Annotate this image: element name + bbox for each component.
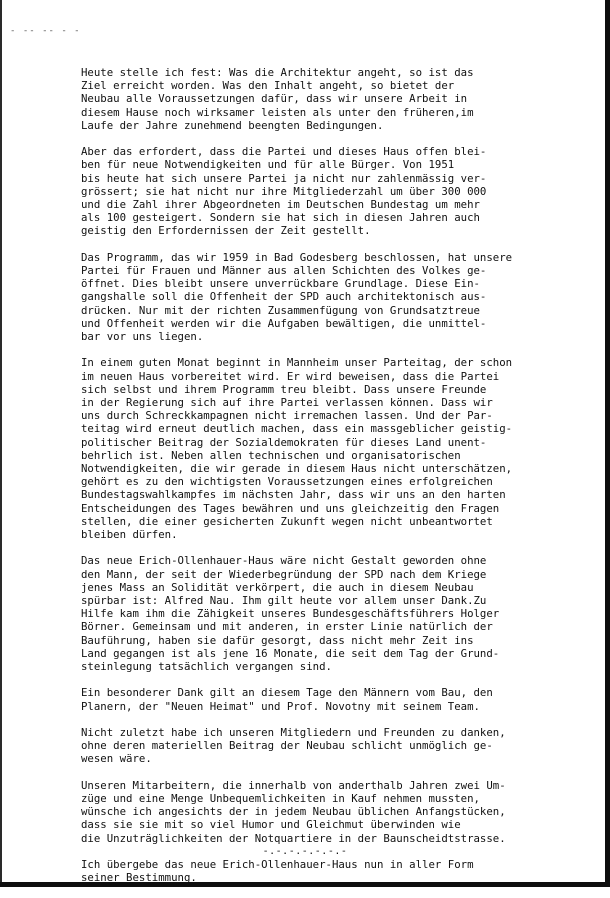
paragraph (81, 145, 581, 237)
text-line: jenes Mass an Solidität verkörpert, die auch in diesem Neubau (81, 580, 474, 594)
text-line: Ich übergebe das neue Erich-Ollenhauer-Haus nun in aller Form (81, 858, 474, 872)
text-line: Aber das erfordert, dass die Partei und dieses Haus offen blei- (81, 145, 487, 159)
text-line: Hilfe kam ihm die Zähigkeit unseres Bundesgeschäftsführers Holger (81, 607, 500, 621)
text-line: Planern, der "Neuen Heimat" und Prof. Novotny mit seinem Team. (81, 699, 480, 713)
text-line: Das Programm, das wir 1959 in Bad Godesberg beschlossen, hat unsere (81, 250, 513, 264)
paragraph (81, 251, 581, 343)
text-line: spürbar ist: Alfred Nau. Ihm gilt heute vor allem unser Dank.Zu (81, 594, 487, 608)
text-line: teitag wird erneut deutlich machen, dass ein massgeblicher geistig- (81, 422, 513, 436)
text-line: Land gegangen ist als jene 16 Monate, die seit dem Tag der Grund- (81, 646, 500, 660)
paragraph (81, 554, 581, 673)
text-line: Neubau alle Voraussetzungen dafür, dass wir unsere Arbeit in (81, 92, 468, 106)
text-line: züge und eine Menge Unbequemlichkeiten in Kauf nehmen mussten, (81, 792, 480, 806)
text-line: Börner. Gemeinsam und mit anderen, in erster Linie natürlich der (81, 620, 493, 634)
text-line: Das neue Erich-Ollenhauer-Haus wäre nicht Gestalt geworden ohne (81, 554, 487, 568)
paragraph (81, 66, 581, 132)
text-line: den Mann, der seit der Wiederbegründung der SPD nach dem Kriege (81, 567, 487, 581)
text-line: im neuen Haus vorbereitet wird. Er wird beweisen, dass die Partei (81, 369, 500, 383)
text-line: diesem Hause noch wirksamer leisten als unter den früheren,im (81, 105, 474, 119)
text-line: Entscheidungen des Tages bewähren und uns gleichzeitig den Fragen (81, 501, 500, 515)
end-mark: -.-.-.-.-.-.- (262, 846, 348, 857)
text-line: gangshalle soll die Offenheit der SPD auch architektonisch aus- (81, 290, 487, 304)
text-line: dass sie sie mit so viel Humor und Gleichmut überwinden wie (81, 818, 461, 832)
text-line: und die Zahl ihrer Abgeordneten im Deutschen Bundestag um mehr (81, 198, 480, 212)
text-line: Laufe der Jahre zunehmend beengten Bedingungen. (81, 118, 384, 132)
text-line: öffnet. Dies bleibt unsere unverrückbare Grundlage. Diese Ein- (81, 277, 480, 291)
text-line: die Unzuträglichkeiten der Notquartiere in der Baunscheidtstrasse. (81, 831, 506, 845)
text-line: gehört es zu den wichtigsten Voraussetzungen eines erfolgreichen (81, 475, 493, 489)
paragraph (81, 356, 581, 541)
text-line: und Offenheit werden wir die Aufgaben bewältigen, die unmittel- (81, 316, 487, 330)
text-line: in der Regierung sich auf ihre Partei verlassen können. Dass wir (81, 396, 493, 410)
text-line: wesen wäre. (81, 752, 152, 766)
text-line: uns durch Schreckkampagnen nicht irremachen lassen. Und der Par- (81, 409, 493, 423)
scan-edge-left (0, 0, 2, 887)
text-line: Bundestagswahlkampfes im nächsten Jahr, dass wir uns an den harten (81, 488, 506, 502)
text-line: ohne deren materiellen Beitrag der Neubau schlicht unmöglich ge- (81, 739, 493, 753)
text-line: politischer Beitrag der Sozialdemokraten für dieses Land unent- (81, 435, 487, 449)
paragraph (81, 686, 581, 712)
text-line: stellen, die einer gesicherten Zukunft wegen nicht unbeantwortet (81, 514, 493, 528)
text-line: geistig den Erfordernissen der Zeit gestellt. (81, 224, 371, 238)
text-line: bleiben dürfen. (81, 528, 178, 542)
text-line: Ein besonderer Dank gilt an diesem Tage den Männern vom Bau, den (81, 686, 493, 700)
text-line: Unseren Mitarbeitern, die innerhalb von anderthalb Jahren zwei Um- (81, 778, 506, 792)
scan-edge-right (605, 0, 610, 887)
text-line: Nicht zuletzt habe ich unseren Mitgliedern und Freunden zu danken, (81, 726, 506, 740)
text-line: Ziel erreicht worden. Was den Inhalt angeht, so bietet der (81, 79, 455, 93)
paragraph (81, 726, 581, 766)
paragraph (81, 779, 581, 845)
text-line: Heute stelle ich fest: Was die Architektur angeht, so ist das (81, 66, 474, 79)
text-line: wünsche ich angesichts der in jedem Neubau üblichen Anfangstücken, (81, 805, 506, 819)
text-line: seiner Bestimmung. (81, 871, 197, 885)
text-line: bar vor uns liegen. (81, 330, 204, 344)
text-line: steinlegung tatsächlich vergangen sind. (81, 660, 332, 674)
text-line: drücken. Nur mit der richten Zusammenfügung von Grundsatztreue (81, 303, 480, 317)
corner-marks: - -- -- - - (10, 26, 81, 36)
paragraph (81, 858, 581, 884)
text-line: behrlich ist. Neben allen technischen und organisatorischen (81, 448, 461, 462)
text-line: ben für neue Notwendigkeiten und für alle Bürger. Von 1951 (81, 158, 455, 172)
text-line: bis heute hat sich unsere Partei ja nicht nur zahlenmässig ver- (81, 171, 487, 185)
text-line: In einem guten Monat beginnt in Mannheim unser Parteitag, der schon (81, 356, 513, 370)
text-line: sich selbst und ihrem Programm treu bleibt. Dass unsere Freunde (81, 382, 487, 396)
text-line: Partei für Frauen und Männer aus allen Schichten des Volkes ge- (81, 264, 487, 278)
document-body (81, 66, 581, 898)
text-line: als 100 gesteigert. Sondern sie hat sich in diesen Jahren auch (81, 211, 480, 225)
text-line: Bauführung, haben sie dafür gesorgt, dass nicht mehr Zeit ins (81, 633, 474, 647)
text-line: grössert; sie hat nicht nur ihre Mitgliederzahl um über 300 000 (81, 184, 487, 198)
text-line: Notwendigkeiten, die wir gerade in diesem Haus nicht unterschätzen, (81, 462, 513, 476)
